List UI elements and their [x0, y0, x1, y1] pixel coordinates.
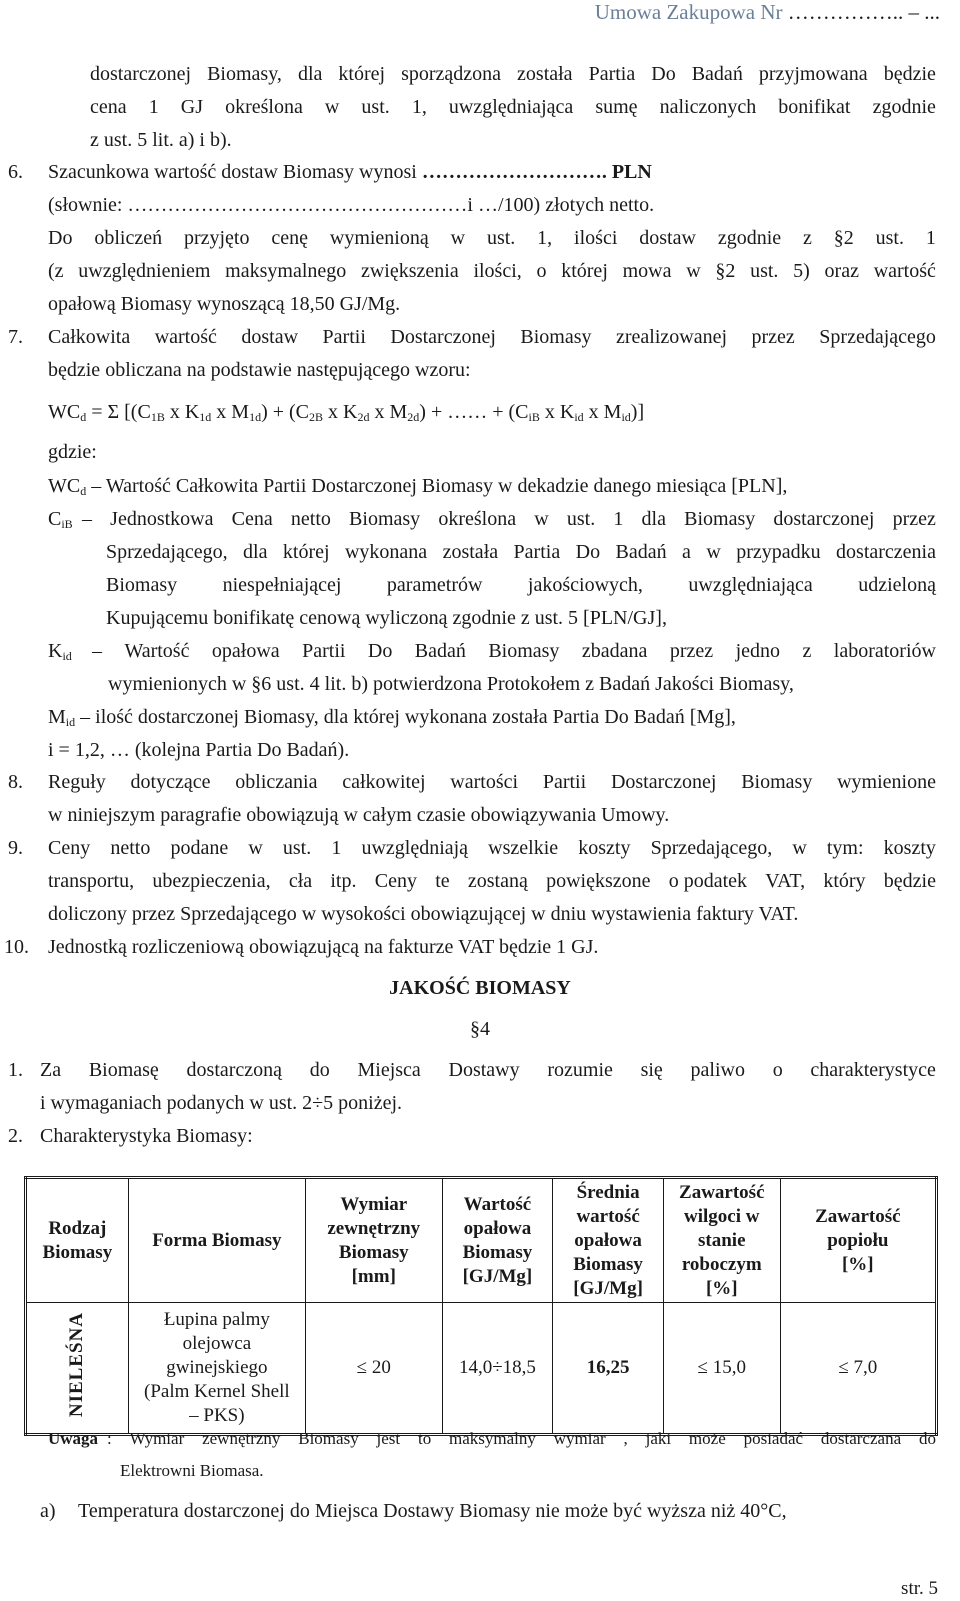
word: Badań [414, 640, 466, 662]
def-wcd [48, 472, 787, 500]
word: przyjęto [183, 227, 250, 249]
note-line-2: Elektrowni Biomasa. [120, 1461, 264, 1480]
word: dostaw [241, 326, 299, 348]
word: cła [288, 870, 313, 892]
p7-number: 7. [8, 326, 23, 348]
def-i: i = 1,2, … (kolejna Partia Do Badań). [48, 739, 350, 761]
word: Dostarczonej [610, 771, 717, 793]
word: dotyczące [130, 771, 211, 793]
word: opałowa [211, 640, 280, 662]
header-contract-label: Umowa Zakupowa Nr [594, 0, 788, 24]
word: Cena [231, 508, 273, 530]
word: wartość [154, 326, 217, 348]
word: zrealizowanej [615, 326, 728, 348]
header-ash-content [780, 1178, 936, 1303]
note-label: Uwaga [48, 1429, 99, 1448]
word: sumę [595, 96, 638, 118]
formula-sub: 2d [357, 410, 370, 424]
word: w [686, 260, 701, 282]
def-kid-symbol [48, 637, 72, 665]
cell-line: roboczym [681, 1253, 762, 1275]
word: powiększone [546, 870, 651, 892]
word: całkowitej [342, 771, 426, 793]
p6-number: 6. [8, 161, 23, 183]
p5-line-2 [90, 93, 936, 121]
p8-line-2: w niniejszym paragrafie obowiązują w całym czasie obowiązywania Umowy. [48, 804, 670, 826]
p7-line-1 [48, 323, 936, 351]
word: dostaw [639, 227, 696, 249]
word: Ceny [374, 870, 417, 892]
word: uwzględniająca [688, 574, 813, 596]
word: koszty [578, 837, 631, 859]
word: maksymalnego [225, 260, 347, 282]
p7-formula [48, 398, 644, 426]
word: charakterystyce [810, 1059, 936, 1081]
word: o podatek [668, 870, 748, 892]
word: do [918, 1429, 936, 1448]
word: Do [651, 63, 676, 85]
p8-line-1 [48, 768, 936, 796]
word: wymienione [837, 771, 936, 793]
def-cib-line-3 [106, 571, 936, 599]
s2-number: 2. [8, 1125, 23, 1147]
word: uwzględniająca [448, 96, 574, 118]
header-calorific-value [442, 1178, 553, 1303]
word: dostarczonej [90, 63, 192, 85]
word: Biomasy [298, 1429, 359, 1448]
p6-line-4 [48, 257, 936, 285]
word: podane [170, 837, 229, 859]
cell-line: wartość [576, 1205, 640, 1227]
def-kid-line-1 [92, 637, 936, 665]
word: to [417, 1429, 432, 1448]
word: Do [48, 227, 73, 249]
def-symbol: M [48, 706, 66, 728]
word: określona [438, 508, 517, 530]
def-symbol-sub: id [65, 715, 76, 729]
formula-part: x M [583, 401, 622, 423]
word: będzie [883, 63, 936, 85]
word: przez [751, 326, 795, 348]
p5-line-1 [90, 60, 936, 88]
def-text: – ilość dostarczonej Biomasy, dla której wykonana została Partia Do Badań [Mg], [75, 706, 736, 728]
cell-line: Łupina palmy [163, 1309, 270, 1330]
word: 1, [411, 96, 427, 118]
word: ust. [282, 837, 312, 859]
p6-line-1-text: Szacunkowa wartość dostaw Biomasy wynosi [48, 161, 422, 183]
word: obliczeń [94, 227, 163, 249]
word: niespełniającej [222, 574, 342, 596]
p6-line-1 [48, 158, 652, 186]
p7-line-2: będzie obliczana na podstawie następującego wzoru: [48, 359, 471, 381]
cell-calorific-value: 14,0÷18,5 [442, 1303, 553, 1435]
word: 1 [148, 96, 159, 118]
word: Partia [513, 541, 561, 563]
word: ust. [750, 260, 779, 282]
formula-part: )] [630, 401, 645, 423]
word: będzie [883, 870, 936, 892]
word: 1 [331, 837, 342, 859]
word: (z [48, 260, 64, 282]
word: Sprzedającego, [106, 541, 228, 563]
word: dostarczenia [836, 541, 936, 563]
word: ilości [574, 227, 618, 249]
word: sporządzona [401, 63, 502, 85]
word: w [248, 837, 263, 859]
word: się [640, 1059, 663, 1081]
word: wymiar [553, 1429, 606, 1448]
word: zwiększenia [360, 260, 459, 282]
word: ust. [361, 96, 390, 118]
word: jedno [735, 640, 780, 662]
word: oraz [824, 260, 859, 282]
header-biomass-form [128, 1178, 305, 1303]
word: Biomasy [684, 508, 756, 530]
formula-part: ) + (C [261, 401, 310, 423]
word: Biomasy [488, 640, 560, 662]
word: o [772, 1059, 783, 1081]
table-row [26, 1303, 937, 1435]
word: Sprzedającego [819, 326, 936, 348]
word: Partii [542, 771, 587, 793]
cell-line: gwinejskiego [166, 1357, 268, 1378]
word: przypadku [736, 541, 821, 563]
word: może [688, 1429, 726, 1448]
word: wymienioną [329, 227, 429, 249]
word: Biomasy [349, 508, 421, 530]
word: obliczania [235, 771, 318, 793]
p6-line-2: (słownie: ……………………………………………i …/100) złotych netto. [48, 194, 655, 216]
cell-biomass-type [26, 1303, 129, 1435]
word: o [536, 260, 547, 282]
word: Biomasy [106, 574, 178, 596]
word: Biomasy [741, 771, 813, 793]
word: udzieloną [858, 574, 936, 596]
formula-sub: iB [528, 410, 540, 424]
word: Miejsca [357, 1059, 421, 1081]
word: w [450, 227, 466, 249]
formula-sub: id [574, 410, 584, 424]
word: w [792, 837, 807, 859]
cell-moisture: ≤ 15,0 [663, 1303, 780, 1435]
page-header [595, 0, 940, 25]
cell-ash: ≤ 7,0 [780, 1303, 936, 1435]
word: w [324, 96, 340, 118]
word: a [682, 541, 691, 563]
cell-line: – PKS) [189, 1405, 245, 1426]
word: wszelkie [488, 837, 559, 859]
word: Do [575, 541, 601, 563]
cell-line: [%] [705, 1277, 738, 1299]
header-moisture-content [663, 1178, 780, 1303]
word: Ceny [48, 837, 91, 859]
word: , [623, 1429, 628, 1448]
cell-line: opałowa [463, 1217, 532, 1239]
formula-sub: 1B [150, 410, 165, 424]
section-title: JAKOŚĆ BIOMASY [389, 977, 571, 999]
s1-line-1 [40, 1056, 936, 1084]
s1-line-2: i wymaganiach podanych w ust. 2÷5 poniżej. [40, 1092, 403, 1114]
def-cib-line-2 [106, 538, 936, 566]
word: Jednostkowa [110, 508, 214, 530]
p6-amount-placeholder: ………………………. PLN [421, 161, 652, 183]
word: dostarczana [820, 1429, 902, 1448]
word: jest [376, 1429, 401, 1448]
p9-line-2 [48, 867, 936, 895]
word: bonifikat [778, 96, 851, 118]
word: Partia [588, 63, 636, 85]
word: który [823, 870, 866, 892]
word: przyjmowana [758, 63, 868, 85]
word: itp. [330, 870, 357, 892]
cell-line: [GJ/Mg] [573, 1277, 643, 1299]
word: w [534, 508, 549, 530]
word: netto [290, 508, 331, 530]
word: wartości [450, 771, 519, 793]
word: z [802, 640, 812, 662]
word: te [435, 870, 450, 892]
word: – [92, 640, 102, 662]
word: której [338, 63, 386, 85]
word: Sprzedającego, [650, 837, 773, 859]
word: – [82, 508, 92, 530]
word: została [517, 63, 573, 85]
word: ust. [875, 227, 904, 249]
word: VAT, [765, 870, 806, 892]
word: §2 [833, 227, 854, 249]
word: zbadana [581, 640, 648, 662]
cell-line: [%] [841, 1253, 874, 1275]
formula-sub: 2d [407, 410, 420, 424]
formula-wc: WC [48, 401, 81, 423]
header-contract-number: …………….. – ... [787, 0, 940, 24]
word: cenę [271, 227, 308, 249]
word: Partii [322, 326, 366, 348]
p8-number: 8. [8, 771, 23, 793]
cell-line: olejowca [182, 1333, 252, 1354]
word: Dostarczonej [390, 326, 496, 348]
item-a-label: a) [40, 1500, 56, 1522]
p10-number: 10. [4, 936, 29, 958]
word: rozumie [547, 1059, 613, 1081]
cell-line: zewnętrzny [327, 1217, 421, 1239]
word: Badań [691, 63, 743, 85]
word: ust. [566, 508, 596, 530]
word: Wymiar [129, 1429, 185, 1448]
p5-line-3: z ust. 5 lit. a) i b). [90, 129, 232, 151]
p6-line-5: opałową Biomasy wynoszącą 18,50 GJ/Mg. [48, 293, 401, 315]
def-symbol-sub: id [62, 649, 72, 663]
cell-line: opałowa [574, 1229, 642, 1251]
word: 5) [793, 260, 810, 282]
cell-line: Wartość [463, 1193, 532, 1215]
header-average-calorific-value [553, 1178, 664, 1303]
word: Biomasy, [207, 63, 282, 85]
def-kid-line-2: wymienionych w §6 ust. 4 lit. b) potwierdzona Protokołem z Badań Jakości Biomasy, [108, 673, 794, 695]
cell-biomass-form [128, 1303, 305, 1435]
cell-average-calorific-value: 16,25 [553, 1303, 664, 1435]
def-symbol-sub: d [80, 484, 87, 498]
word: jakościowych, [527, 574, 643, 596]
page-number: str. 5 [901, 1578, 938, 1599]
word: : [107, 1429, 112, 1448]
def-cib-line-1 [82, 505, 936, 533]
p6-line-3 [48, 224, 936, 252]
cell-line: Średnia [576, 1181, 640, 1203]
word: wykonana [344, 541, 428, 563]
biomass-characteristics-table [24, 1176, 938, 1436]
word: cena [90, 96, 127, 118]
formula-part: = Σ [(C [86, 401, 151, 423]
word: naliczonych [659, 96, 757, 118]
item-a-text: Temperatura dostarczonej do Miejsca Dostawy Biomasy nie może być wyższa niż 40°C, [78, 1500, 787, 1522]
def-cib-symbol [48, 505, 73, 533]
note-line-1 [107, 1425, 936, 1453]
word: paliwo [690, 1059, 745, 1081]
p7-where: gdzie: [48, 441, 97, 463]
word: dla [243, 541, 268, 563]
cell-line: Biomasy [338, 1241, 409, 1263]
word: laboratoriów [833, 640, 936, 662]
cell-line: Biomasy [573, 1253, 643, 1275]
word: Partii [302, 640, 346, 662]
word: w [706, 541, 721, 563]
word: której [282, 541, 330, 563]
word: ust. [486, 227, 516, 249]
word: zostaną [467, 870, 528, 892]
p9-number: 9. [8, 837, 23, 859]
def-symbol-sub: iB [61, 517, 73, 531]
cell-line: Wymiar [340, 1193, 408, 1215]
formula-sub: d [80, 410, 87, 424]
formula-sub: 1d [199, 410, 212, 424]
def-mid [48, 703, 736, 731]
formula-part: x K [539, 401, 575, 423]
word: zewnętrzny [202, 1429, 281, 1448]
word: ubezpieczenia, [152, 870, 271, 892]
cell-line: Rodzaj [48, 1217, 107, 1239]
word: ilości, [473, 260, 522, 282]
word: Biomasę [88, 1059, 159, 1081]
word: uwzględnieniem [78, 260, 211, 282]
p9-line-3: doliczony przez Sprzedającego w wysokości obowiązującej w dniu wystawienia faktury VAT. [48, 903, 799, 925]
word: przez [892, 508, 936, 530]
word: Wartość [124, 640, 190, 662]
cell-line: Biomasy [462, 1241, 533, 1263]
s2-text: Charakterystyka Biomasy: [40, 1125, 253, 1147]
formula-part: x K [164, 401, 200, 423]
formula-sub: id [621, 410, 631, 424]
word: 1, [537, 227, 553, 249]
word: 1 [613, 508, 624, 530]
word: Reguły [48, 771, 106, 793]
header-external-dimension [305, 1178, 442, 1303]
word: uwzględniają [361, 837, 469, 859]
word: §2 [715, 260, 736, 282]
word: dostarczoną [186, 1059, 283, 1081]
word: zgodnie [717, 227, 782, 249]
formula-part: x M [211, 401, 250, 423]
def-symbol: C [48, 508, 62, 530]
word: posiadać [743, 1429, 804, 1448]
word: Całkowita [48, 326, 131, 348]
s1-number: 1. [8, 1059, 23, 1081]
formula-part: x M [369, 401, 408, 423]
word: dla [641, 508, 666, 530]
word: z [803, 227, 812, 249]
p9-line-1 [48, 834, 936, 862]
word: dla [297, 63, 323, 85]
table-header-row [26, 1178, 937, 1303]
word: zgodnie [872, 96, 936, 118]
formula-sub: 1d [249, 410, 262, 424]
biomass-type-vertical-label: NIELEŚNA [66, 1311, 88, 1418]
word: Badań [615, 541, 667, 563]
word: do [309, 1059, 330, 1081]
cell-line: (Palm Kernel Shell [144, 1381, 290, 1402]
cell-line: stanie [698, 1229, 746, 1251]
cell-line: [mm] [351, 1265, 396, 1287]
word: Za [40, 1059, 62, 1081]
word: określona [225, 96, 303, 118]
cell-line: Zawartość [815, 1205, 901, 1227]
word: parametrów [386, 574, 483, 596]
word: Dostawy [448, 1059, 520, 1081]
word: tym: [826, 837, 864, 859]
formula-part: ) + …… + (C [419, 401, 529, 423]
word: wartość [873, 260, 936, 282]
def-symbol: WC [48, 475, 81, 497]
word: netto [110, 837, 151, 859]
header-biomass-type [26, 1178, 129, 1303]
section-paragraph-symbol: §4 [470, 1018, 490, 1040]
def-text: – Wartość Całkowita Partii Dostarczonej Biomasy w dekadzie danego miesiąca [PLN], [86, 475, 788, 497]
formula-sub: 2B [309, 410, 324, 424]
formula-part: x K [323, 401, 358, 423]
word: maksymalny [449, 1429, 536, 1448]
cell-line: popiołu [827, 1229, 889, 1251]
cell-dimension: ≤ 20 [305, 1303, 442, 1435]
def-symbol: K [48, 640, 63, 662]
word: mowa [622, 260, 672, 282]
word: której [561, 260, 608, 282]
cell-line: Biomasy [42, 1241, 113, 1263]
word: koszty [883, 837, 936, 859]
word: 1 [925, 227, 936, 249]
word: dostarczonej [773, 508, 875, 530]
cell-line: [GJ/Mg] [462, 1265, 533, 1287]
cell-line: Forma Biomasy [152, 1229, 282, 1251]
cell-line: wilgoci w [684, 1205, 760, 1227]
cell-line: Zawartość [679, 1181, 765, 1203]
word: przez [669, 640, 714, 662]
word: Biomasy [520, 326, 592, 348]
def-cib-line-4: Kupującemu bonifikatę cenową wyliczoną zgodnie z ust. 5 [PLN/GJ], [106, 607, 667, 629]
word: GJ [180, 96, 203, 118]
p10-text: Jednostką rozliczeniową obowiązującą na fakturze VAT będzie 1 GJ. [48, 936, 599, 958]
word: Do [367, 640, 393, 662]
word: jaki [645, 1429, 672, 1448]
word: została [442, 541, 499, 563]
word: transportu, [48, 870, 135, 892]
